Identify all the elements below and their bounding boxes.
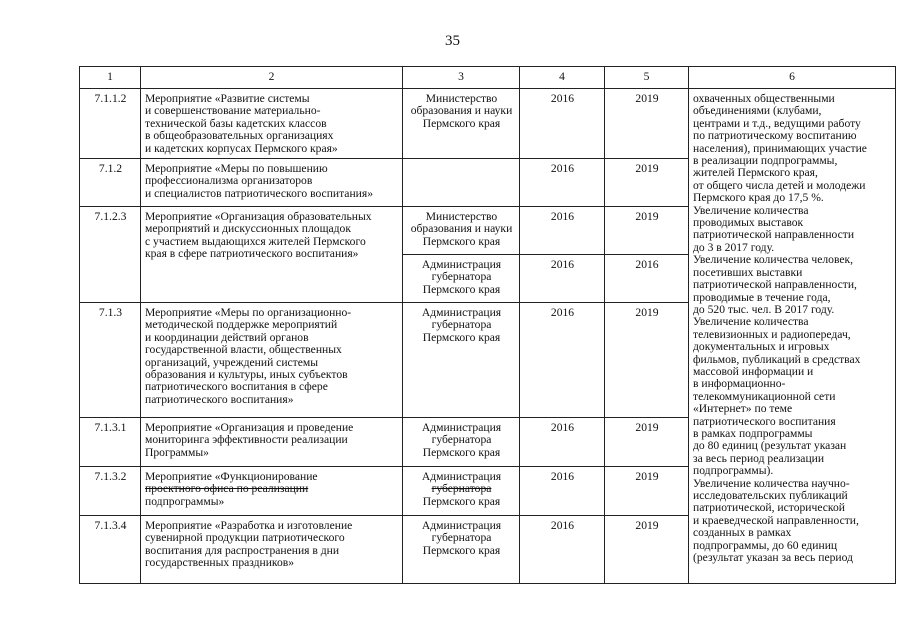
executor-line: Пермского края xyxy=(422,330,501,344)
activity-description xyxy=(141,207,403,303)
executor-line: Пермского края xyxy=(422,116,501,130)
result-line: центрами и т.д., ведущими работу xyxy=(693,116,861,130)
activity-number: 7.1.1.2 xyxy=(80,89,141,159)
start-year: 2016 xyxy=(520,207,605,255)
executor-line: образования и науки xyxy=(410,222,513,236)
start-year: 2016 xyxy=(520,159,605,207)
executor-line: губернатора xyxy=(431,318,492,332)
result-line: (результат указан за весь период xyxy=(693,551,853,565)
result-line: в информационно- xyxy=(693,377,786,391)
header-col-3: 3 xyxy=(403,67,520,89)
result-line: в рамках подпрограммы xyxy=(693,426,813,440)
result-line: телекоммуникационной сети xyxy=(693,389,836,403)
executor-line: образования и науки xyxy=(410,104,513,118)
result-line: исследовательских публикаций xyxy=(693,489,848,502)
description-line: подпрограммы» xyxy=(145,494,225,508)
activity-number: 7.1.3 xyxy=(80,303,141,418)
activity-number: 7.1.3.1 xyxy=(80,418,141,467)
end-year: 2019 xyxy=(605,467,689,516)
result-line: проводимых выставок xyxy=(693,216,804,230)
description-line: Программы» xyxy=(145,445,209,459)
executor-line: губернатора xyxy=(431,270,492,284)
result-line: массовой информации и xyxy=(693,364,814,378)
executor-line: губернатора xyxy=(431,482,492,496)
header-col-2: 2 xyxy=(141,67,403,89)
description-line: организаций, учреждений системы xyxy=(145,355,319,369)
header-col-1: 1 xyxy=(80,67,141,89)
table-row xyxy=(80,89,896,159)
description-line: и специалистов патриотического воспитания» xyxy=(145,186,373,200)
executor-line: Администрация xyxy=(421,519,502,532)
description-line: и кадетских корпусах Пермского края» xyxy=(145,141,338,155)
executor-line: Администрация xyxy=(421,470,502,483)
description-line: патриотического воспитания» xyxy=(145,392,294,406)
result-line: созданных в рамках xyxy=(693,526,792,540)
result-line: подпрограммы). xyxy=(693,464,774,478)
header-col-6: 6 xyxy=(689,67,896,89)
responsible-executor xyxy=(403,207,520,255)
description-line: Мероприятие «Разработка и изготовление xyxy=(145,519,353,532)
responsible-executor xyxy=(403,418,520,467)
description-line: Мероприятие «Меры по организационно- xyxy=(145,306,352,319)
result-line: «Интернет» по теме xyxy=(693,402,793,416)
executor-line: Пермского края xyxy=(422,445,501,459)
result-line: Увеличение количества xyxy=(693,315,809,329)
description-line: государственной власти, общественных xyxy=(145,343,342,357)
description-line: мероприятий и дискуссионных площадок xyxy=(145,222,351,236)
executor-line: Пермского края xyxy=(422,234,501,248)
end-year: 2019 xyxy=(605,207,689,255)
description-line: Мероприятие «Организация образовательных xyxy=(145,210,372,223)
result-line: до 520 тыс. чел. В 2017 году. xyxy=(693,302,835,316)
end-year: 2019 xyxy=(605,159,689,207)
executor-line: Администрация xyxy=(421,421,502,434)
description-line: мониторинга эффективности реализации xyxy=(145,433,348,447)
executor-line: Администрация xyxy=(421,258,502,271)
activity-number: 7.1.3.4 xyxy=(80,516,141,584)
description-line: методической поддержке мероприятий xyxy=(145,318,338,332)
responsible-executor xyxy=(403,159,520,207)
activity-description xyxy=(141,467,403,516)
result-line: в реализации подпрограммы, xyxy=(693,154,838,168)
end-year: 2019 xyxy=(605,89,689,159)
description-line: образования и культуры, иных субъектов xyxy=(145,368,348,382)
activity-number: 7.1.2.3 xyxy=(80,207,141,303)
executor-line: губернатора xyxy=(431,531,492,545)
description-line: в общеобразовательных организациях xyxy=(145,129,334,143)
description-line: Мероприятие «Развитие системы xyxy=(145,92,310,105)
result-line: до 80 единиц (результат указан xyxy=(693,439,847,453)
table-header-row xyxy=(80,67,896,89)
responsible-executor xyxy=(403,516,520,584)
start-year: 2016 xyxy=(520,255,605,303)
end-year: 2016 xyxy=(605,255,689,303)
result-line: Увеличение количества научно- xyxy=(693,476,850,490)
start-year: 2016 xyxy=(520,418,605,467)
activity-number: 7.1.3.2 xyxy=(80,467,141,516)
result-line: патриотической направленности xyxy=(693,228,855,242)
result-line: патриотического воспитания xyxy=(693,414,836,428)
executor-line: губернатора xyxy=(431,433,492,447)
description-line: профессионализма организаторов xyxy=(145,174,313,188)
program-activities-table xyxy=(79,66,896,584)
header-col-4: 4 xyxy=(520,67,605,89)
result-line: фильмов, публикаций в средствах xyxy=(693,352,861,366)
responsible-executor xyxy=(403,89,520,159)
expected-results xyxy=(689,89,896,584)
header-col-5: 5 xyxy=(605,67,689,89)
result-line: от общего числа детей и молодежи xyxy=(693,178,866,192)
responsible-executor xyxy=(403,303,520,418)
start-year: 2016 xyxy=(520,89,605,159)
description-line: края в сфере патриотического воспитания» xyxy=(145,247,359,261)
description-line: сувенирной продукции патриотического xyxy=(145,531,345,545)
result-line: и краеведческой направленности, xyxy=(693,513,859,527)
result-line: документальных и игровых xyxy=(693,340,830,354)
activity-description xyxy=(141,159,403,207)
result-line: патриотической направленности, xyxy=(693,278,857,292)
responsible-executor xyxy=(403,467,520,516)
executor-line: Пермского края xyxy=(422,282,501,296)
executor-line: Министерство xyxy=(425,92,498,105)
activity-description xyxy=(141,516,403,584)
page-number: 35 xyxy=(445,33,460,49)
result-line: по патриотическому воспитанию xyxy=(693,129,857,143)
description-line: Мероприятие «Функционирование xyxy=(145,470,318,483)
description-line: проектного офиса по реализации xyxy=(145,482,309,496)
executor-line: Министерство xyxy=(425,210,498,223)
description-line: воспитания для распространения в дни xyxy=(145,543,340,557)
result-line: Увеличение количества человек, xyxy=(693,253,854,267)
description-line: технической базы кадетских классов xyxy=(145,116,327,130)
activity-description xyxy=(141,89,403,159)
end-year: 2019 xyxy=(605,303,689,418)
result-line: посетивших выставки xyxy=(693,265,803,279)
description-line: и координации действий органов xyxy=(145,330,309,344)
result-line: телевизионных и радиопередач, xyxy=(693,327,851,341)
result-line: патриотической, исторической xyxy=(693,501,845,515)
result-line: подпрограммы, до 60 единиц xyxy=(693,538,838,552)
result-line: жителей Пермского края, xyxy=(693,166,818,180)
description-line: Мероприятие «Организация и проведение xyxy=(145,421,354,434)
executor-line: Пермского края xyxy=(422,494,501,508)
end-year: 2019 xyxy=(605,418,689,467)
result-line: охваченных общественными xyxy=(693,92,835,105)
result-line: Увеличение количества xyxy=(693,203,809,217)
result-line: проводимые в течение года, xyxy=(693,290,831,304)
executor-line: Пермского края xyxy=(422,543,501,557)
result-line: до 3 в 2017 году. xyxy=(693,240,775,254)
result-line: населения), принимающих участие xyxy=(693,141,867,155)
activity-description xyxy=(141,418,403,467)
start-year: 2016 xyxy=(520,516,605,584)
description-line: патриотического воспитания в сфере xyxy=(145,380,328,394)
start-year: 2016 xyxy=(520,467,605,516)
activity-description xyxy=(141,303,403,418)
activity-number: 7.1.2 xyxy=(80,159,141,207)
end-year: 2019 xyxy=(605,516,689,584)
result-line: объединениями (клубами, xyxy=(693,104,822,118)
result-line: за весь период реализации xyxy=(693,451,825,465)
description-line: Мероприятие «Меры по повышению xyxy=(145,162,328,175)
result-line: Пермского края до 17,5 %. xyxy=(693,191,824,205)
start-year: 2016 xyxy=(520,303,605,418)
description-line: государственных праздников» xyxy=(145,556,295,570)
executor-line: Администрация xyxy=(421,306,502,319)
description-line: с участием выдающихся жителей Пермского xyxy=(145,234,366,248)
responsible-executor xyxy=(403,255,520,303)
description-line: и совершенствование материально- xyxy=(145,104,321,118)
